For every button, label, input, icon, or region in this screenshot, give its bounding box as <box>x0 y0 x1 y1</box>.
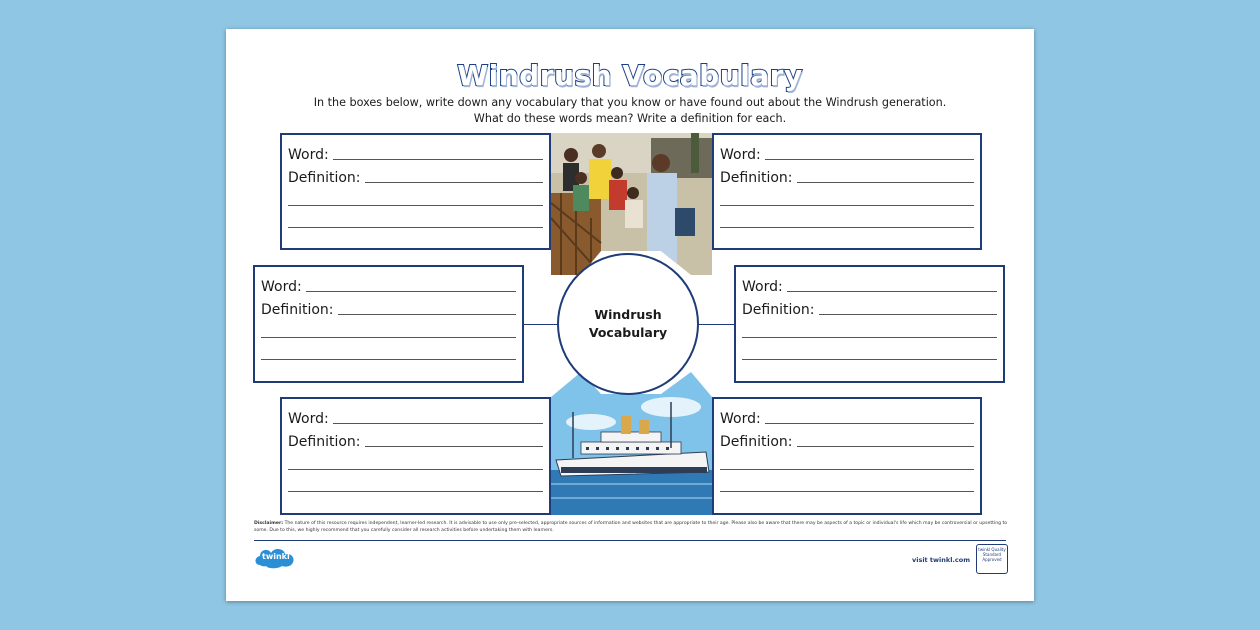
word-label: Word: <box>261 279 302 295</box>
vocab-box-bottom-right[interactable] <box>712 397 982 515</box>
definition-line[interactable] <box>742 337 997 338</box>
definition-line[interactable] <box>365 446 543 447</box>
definition-line[interactable] <box>819 314 997 315</box>
definition-label: Definition: <box>288 170 361 186</box>
word-label: Word: <box>288 411 329 427</box>
definition-line[interactable] <box>288 227 543 228</box>
instruction-line-2: What do these words mean? Write a definition for each. <box>473 112 787 125</box>
word-label: Word: <box>720 147 761 163</box>
word-label: Word: <box>288 147 329 163</box>
visit-link[interactable]: visit twinkl.com <box>911 556 970 564</box>
vocab-box-bottom-left[interactable] <box>280 397 551 515</box>
definition-line[interactable] <box>288 205 543 206</box>
definition-label: Definition: <box>720 434 793 450</box>
word-label: Word: <box>742 279 783 295</box>
quality-badge <box>976 544 1008 574</box>
connector-right <box>698 324 734 325</box>
definition-line[interactable] <box>742 359 997 360</box>
connector-left <box>524 324 558 325</box>
definition-label: Definition: <box>288 434 361 450</box>
definition-line[interactable] <box>720 227 974 228</box>
vocab-box-middle-right[interactable] <box>734 265 1005 383</box>
definition-line[interactable] <box>288 469 543 470</box>
word-line[interactable] <box>333 159 543 160</box>
vocab-box-middle-left[interactable] <box>253 265 524 383</box>
definition-line[interactable] <box>338 314 516 315</box>
word-line[interactable] <box>765 159 974 160</box>
center-label-line-1: Windrush <box>594 307 662 322</box>
word-line[interactable] <box>306 291 516 292</box>
disclaimer-text: The nature of this resource requires independent, learner-led research. It is advisable to use only pre-selected, appropriate sources of information and websites that are appropriate to their age. Please also be aware that there may be aspects of a topic or individual's life which may be controversial or upsetting to some. Due to this, we highly recommend that you carefully consider all research activities before undertaking them with learners. <box>254 521 1008 533</box>
word-line[interactable] <box>333 423 543 424</box>
disclaimer <box>254 521 1008 534</box>
definition-line[interactable] <box>720 205 974 206</box>
definition-label: Definition: <box>261 302 334 318</box>
definition-line[interactable] <box>365 182 543 183</box>
definition-label: Definition: <box>720 170 793 186</box>
definition-line[interactable] <box>797 446 974 447</box>
vocab-box-top-left[interactable] <box>280 133 551 250</box>
definition-line[interactable] <box>261 337 516 338</box>
twinkl-logo[interactable] <box>254 545 298 571</box>
definition-line[interactable] <box>288 491 543 492</box>
vocab-box-top-right[interactable] <box>712 133 982 250</box>
word-label: Word: <box>720 411 761 427</box>
brand-name: twinkl <box>262 552 290 561</box>
word-line[interactable] <box>765 423 974 424</box>
definition-line[interactable] <box>261 359 516 360</box>
definition-line[interactable] <box>720 469 974 470</box>
disclaimer-heading: Disclaimer: <box>254 521 284 526</box>
quality-badge-text: twinkl Quality Standard Approved <box>978 547 1006 562</box>
center-circle <box>557 253 699 395</box>
definition-line[interactable] <box>797 182 974 183</box>
worksheet-title: Windrush Vocabulary <box>457 59 803 92</box>
instructions <box>226 95 1034 127</box>
definition-label: Definition: <box>742 302 815 318</box>
footer-divider <box>254 540 1006 541</box>
center-label-line-2: Vocabulary <box>588 325 668 340</box>
instruction-line-1: In the boxes below, write down any vocabulary that you know or have found out about the Windrush generation. <box>313 96 947 109</box>
definition-line[interactable] <box>720 491 974 492</box>
worksheet-page <box>226 29 1034 601</box>
word-line[interactable] <box>787 291 997 292</box>
